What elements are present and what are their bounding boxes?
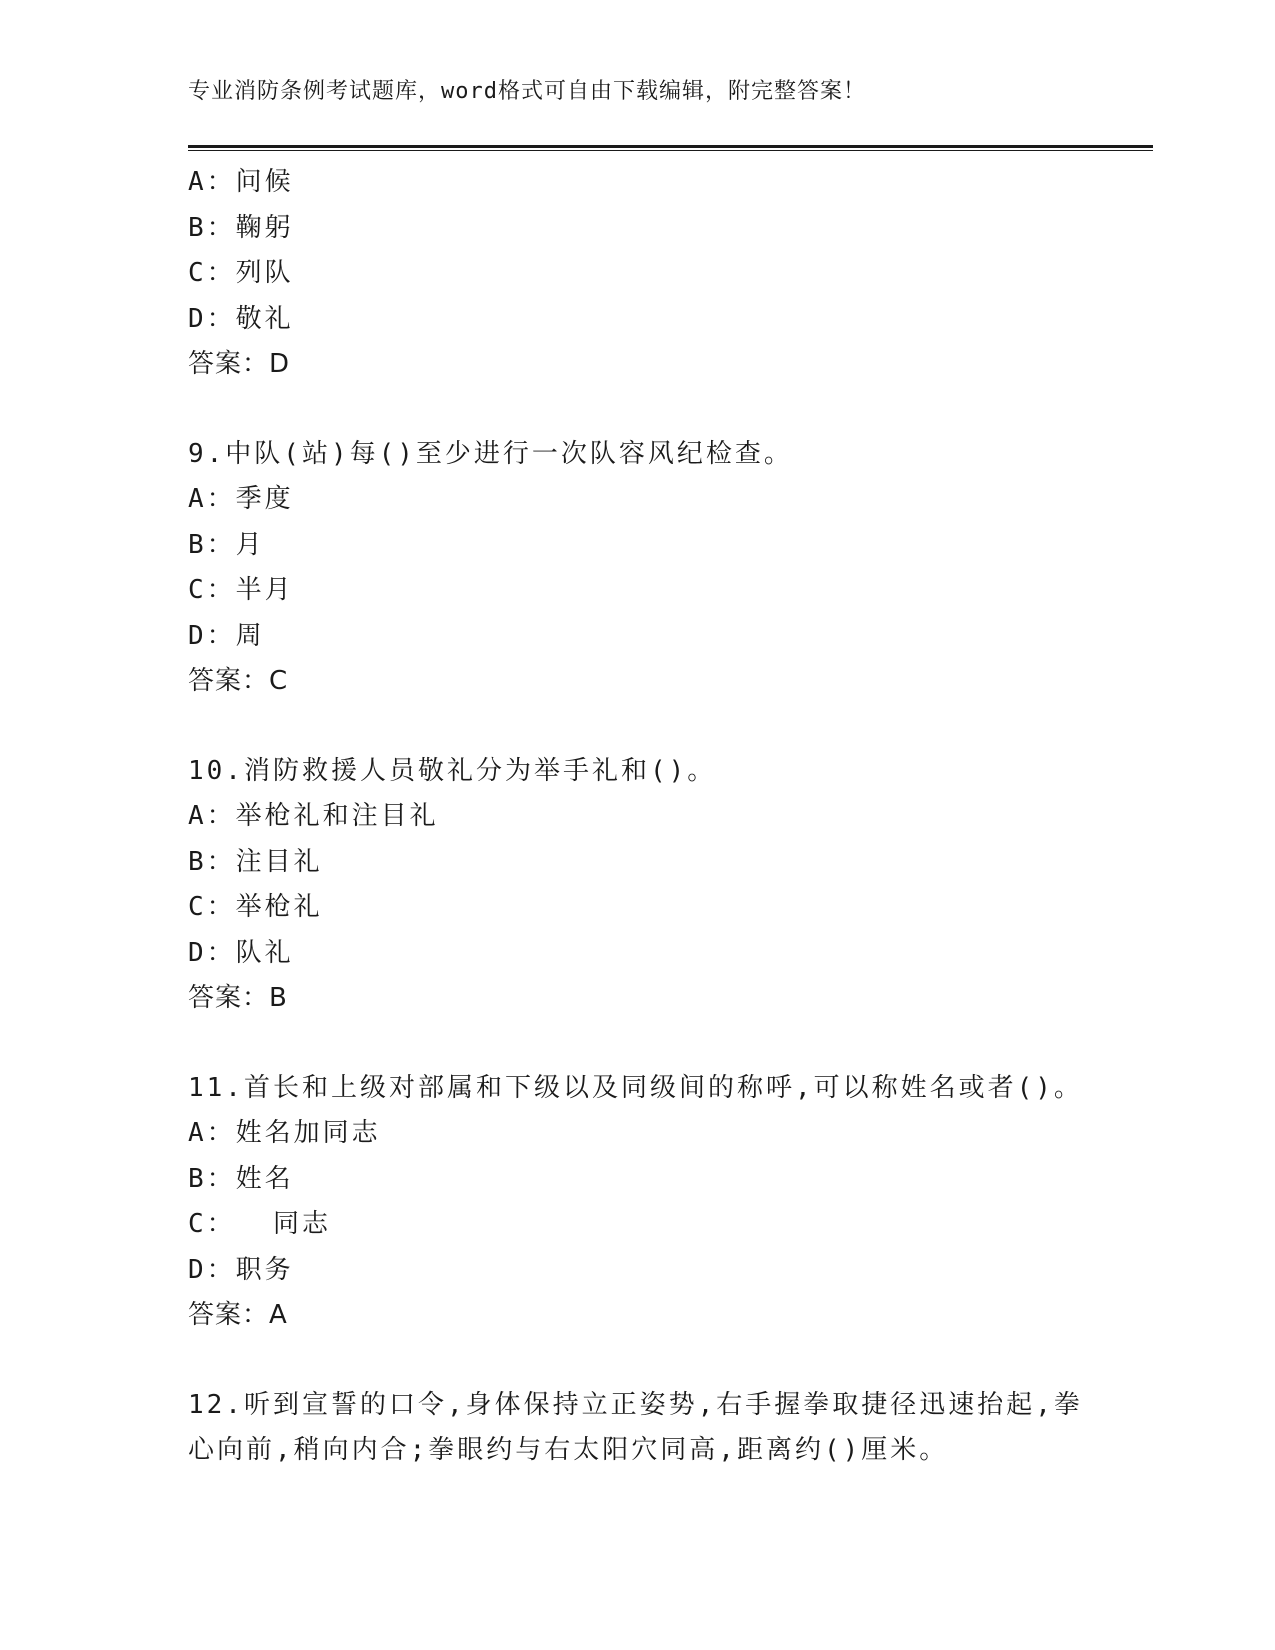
- question-block-10: [188, 749, 1088, 1022]
- option-d: D：职务: [188, 1254, 294, 1285]
- option-b: B：姓名: [188, 1163, 294, 1194]
- question-block-12: [188, 1383, 1088, 1474]
- option-c: C：半月: [188, 575, 294, 605]
- page-header: 专业消防条例考试题库，word格式可自由下载编辑，附完整答案！: [188, 79, 866, 104]
- question-stem: [188, 1066, 1088, 1112]
- option-d: D：敬礼: [188, 303, 294, 334]
- option-b: B：鞠躬: [188, 212, 294, 243]
- question-stem-line: 10.消防救援人员敬礼分为举手礼和()。: [188, 755, 717, 786]
- question-stem: [188, 1383, 1088, 1474]
- option-c: C：举枪礼: [188, 892, 323, 922]
- header-divider: [188, 145, 1153, 151]
- question-stem-line: 心向前,稍向内合;拳眼约与右太阳穴同高,距离约()厘米。: [188, 1435, 949, 1465]
- answer-line: 答案：D: [188, 349, 291, 379]
- option-a: A：举枪礼和注目礼: [188, 801, 439, 831]
- question-stem-line: 11.首长和上级对部属和下级以及同级间的称呼,可以称姓名或者()。: [188, 1072, 1083, 1103]
- option-a: A：季度: [188, 484, 294, 514]
- option-b: B：月: [188, 529, 265, 560]
- option-c: C： 同志: [188, 1209, 331, 1239]
- question-block-9: [188, 432, 1088, 705]
- option-b: B：注目礼: [188, 846, 323, 877]
- option-d: D：周: [188, 620, 265, 651]
- question-stem: [188, 749, 1088, 795]
- question-stem-line: 12.听到宣誓的口令,身体保持立正姿势,右手握拳取捷径迅速抬起,拳: [188, 1389, 1083, 1420]
- option-a: A：姓名加同志: [188, 1118, 381, 1148]
- answer-line: 答案：B: [188, 983, 288, 1013]
- question-stem-line: 9.中队(站)每()至少进行一次队容风纪检查。: [188, 438, 793, 469]
- answer-line: 答案：C: [188, 666, 289, 696]
- question-stem: [188, 432, 1088, 478]
- option-c: C：列队: [188, 258, 294, 288]
- question-list: [188, 160, 1088, 1474]
- option-d: D：队礼: [188, 937, 294, 968]
- option-a: A：问候: [188, 167, 294, 197]
- answer-line: 答案：A: [188, 1300, 288, 1330]
- question-block-8: [188, 160, 1088, 388]
- question-block-11: [188, 1066, 1088, 1339]
